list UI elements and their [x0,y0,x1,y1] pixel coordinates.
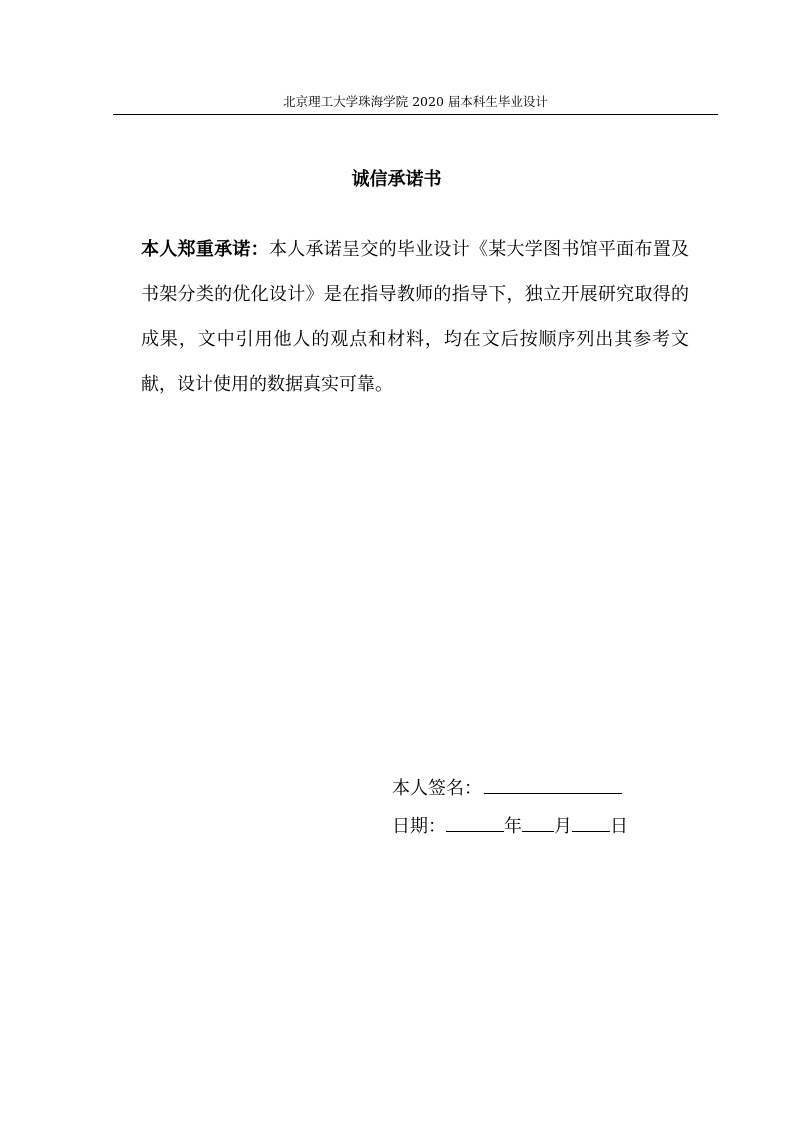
page-header [113,92,718,115]
month-label: 月 [554,816,572,837]
signature-label: 本人签名： [392,778,482,799]
month-blank[interactable] [522,809,554,832]
signature-block [392,770,628,846]
signature-row [392,770,628,808]
pledge-body: 本人承诺呈交的毕业设计《某大学图书馆平面布置及书架分类的优化设计》是在指导教师的指导下，独立开展研究取得的成果，文中引用他人的观点和材料，均在文后按顺序列出其参考文献，设计使用的数据真实可靠。 [141,239,690,395]
header-text: 北京理工大学珠海学院 2020 届本科生毕业设计 [283,94,548,109]
date-label: 日期： [392,816,446,837]
day-blank[interactable] [572,809,610,832]
pledge-paragraph [141,227,689,407]
day-label: 日 [610,816,628,837]
document-title: 诚信承诺书 [351,169,442,190]
date-row [392,808,628,846]
year-label: 年 [504,816,522,837]
pledge-lead: 本人郑重承诺： [141,239,269,260]
signature-blank[interactable] [484,771,622,794]
year-blank[interactable] [446,809,504,832]
